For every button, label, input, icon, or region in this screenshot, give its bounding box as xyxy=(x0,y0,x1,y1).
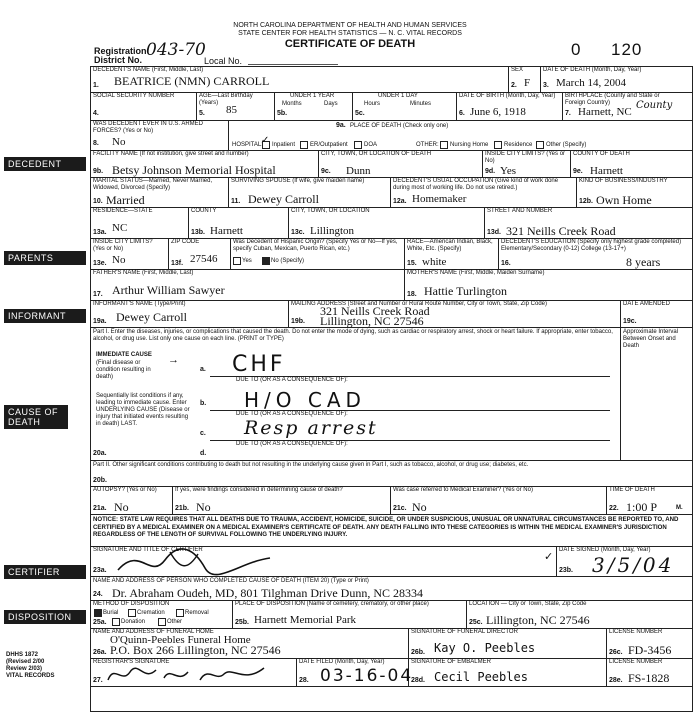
label-date-of-death: DATE OF DEATH (Month, Day, Year) xyxy=(543,67,642,73)
label-inside-city-limits: INSIDE CITY LIMITS? (Yes or No) xyxy=(93,239,153,252)
autopsy-value: No xyxy=(114,500,129,514)
removal-checkbox[interactable] xyxy=(176,609,184,617)
date-filed: 03-16-04 xyxy=(320,666,414,686)
time-of-death: 1:00 P xyxy=(626,500,658,514)
label-date-filed: DATE FILED (Month, Day, Year) xyxy=(299,659,385,665)
local-label: Local No. xyxy=(204,56,243,66)
section-certifier: CERTIFIER xyxy=(4,565,86,579)
label-birthplace: BIRTHPLACE (County and State or Foreign Country) xyxy=(565,93,660,106)
label-county-of-death: COUNTY OF DEATH xyxy=(573,151,630,157)
label-business: KIND OF BUSINESS/INDUSTRY xyxy=(579,178,668,184)
label-license-2: LICENSE NUMBER xyxy=(609,659,663,665)
date-signed: 3/5/04 xyxy=(592,553,675,577)
label-marital-status: MARITAL STATUS—Married, Never Married, Widowed, Divorced (Specify) xyxy=(93,178,213,191)
label-findings: If yes, were findings considered in determining cause of death? xyxy=(175,487,343,493)
label-facility: FACILITY NAME (If not institution, give street and number) xyxy=(93,151,249,157)
hispanic-no-checkbox[interactable] xyxy=(262,257,270,265)
education: 8 years xyxy=(626,255,661,269)
inside-city-value: Yes xyxy=(500,165,517,177)
label-county: COUNTY xyxy=(191,208,217,214)
label-ssn: SOCIAL SECURITY NUMBER xyxy=(93,93,175,99)
donation-checkbox[interactable] xyxy=(112,618,120,626)
label-street: STREET AND NUMBER xyxy=(487,208,553,214)
residence-checkbox[interactable] xyxy=(494,141,502,149)
section-parents: PARENTS xyxy=(4,251,86,265)
birthplace-note: County xyxy=(636,100,673,111)
label-zip: ZIP CODE xyxy=(171,239,200,245)
facility-name: Betsy Johnson Memorial Hospital xyxy=(112,163,276,177)
district-label: District No. xyxy=(94,55,143,65)
label-director-signature: SIGNATURE OF FUNERAL DIRECTOR xyxy=(411,629,518,635)
cause-a: CHF xyxy=(232,352,286,377)
label-sequential: Sequentially list conditions if any, leading to immediate cause. Enter UNDERLYING CAUSE (Disease or injury that initiated events resulting in death) LAST. xyxy=(96,393,190,427)
embalmer-signature: Cecil Peebles xyxy=(434,670,528,684)
burial-checkbox[interactable] xyxy=(94,609,102,617)
other-checkbox[interactable] xyxy=(536,141,544,149)
part2-instructions: Part II. Other significant conditions contributing to death but not resulting in the underlying cause given in Part I, such as tobacco, alcohol, or drug use; diabetes, etc. xyxy=(93,462,529,468)
label-place-of-death: PLACE OF DEATH (Check only one) xyxy=(350,123,449,129)
mother-name: Hattie Turlington xyxy=(424,284,508,298)
cause-b: H/O CAD xyxy=(244,388,366,412)
registration-value: 043-70 xyxy=(146,40,206,60)
label-age: AGE—Last Birthday (Years) xyxy=(199,93,253,106)
label-time-of-death: TIME OF DEATH xyxy=(609,487,655,493)
certifier-signature xyxy=(110,540,280,580)
label-sex: SEX xyxy=(511,67,524,73)
registration-label: Registration xyxy=(94,46,147,56)
surviving-spouse: Dewey Carroll xyxy=(248,192,319,206)
label-funeral-home: NAME AND ADDRESS OF FUNERAL HOME xyxy=(93,629,214,635)
label-date-amended: DATE AMENDED xyxy=(623,301,670,307)
label-spouse: SURVIVING SPOUSE (If wife, give maiden name) xyxy=(231,178,365,184)
label-mailing: MAILING ADDRESS (Street and Number or Rural Route Number, City or Town, State, Zip Code) xyxy=(291,301,547,307)
label-location: LOCATION — City or Town, State, Zip Code xyxy=(469,601,587,607)
dept-name: NORTH CAROLINA DEPARTMENT OF HEALTH AND HUMAN SERVICES xyxy=(233,22,467,29)
disposition-place: Harnett Memorial Park xyxy=(254,614,357,626)
center-name: STATE CENTER FOR HEALTH STATISTICS — N. C. VITAL RECORDS xyxy=(238,30,462,37)
race-value: white xyxy=(422,256,447,268)
certificate-number: 120 xyxy=(611,40,643,59)
sex-value: F xyxy=(524,77,531,89)
label-certifier-address: NAME AND ADDRESS OF PERSON WHO COMPLETED CAUSE OF DEATH (ITEM 20) (Type or Print) xyxy=(93,578,369,584)
other-disposition-checkbox[interactable] xyxy=(158,618,166,626)
age-value: 85 xyxy=(226,104,237,116)
section-cause-of-death: CAUSE OF DEATH xyxy=(4,405,68,429)
label-occupation: DECEDENT'S USUAL OCCUPATION (Give kind of work done during most of working life. Do not use retired.) xyxy=(393,178,559,191)
inside-city-limits: No xyxy=(112,254,126,266)
part1-instructions: Part I. Enter the diseases, injuries, or complications that caused the death. Do not enter the mode of dying, such as cardiac or respiratory arrest, shock or heart failure. If appropriate, enter tobacco, alcohol, or drug use. List only one cause on each line. (PRINT or TYPE) xyxy=(93,329,613,342)
form-code: DHHS 1872 (Revised 2/00 Review 2/03) VITAL RECORDS xyxy=(6,652,55,679)
label-method: METHOD OF DISPOSITION xyxy=(93,601,170,607)
funeral-home-name: O'Quinn-Peebles Funeral Home xyxy=(110,634,251,646)
residence-state: NC xyxy=(112,222,128,234)
father-name: Arthur William Sawyer xyxy=(112,283,225,297)
label-mother: MOTHER'S NAME (First, Middle, Maiden Surname) xyxy=(407,270,545,276)
armed-forces-value: No xyxy=(112,136,126,148)
section-decedent: DECEDENT xyxy=(4,157,86,171)
decedent-name: BEATRICE (NMN) CARROLL xyxy=(114,74,270,88)
label-education: DECEDENT'S EDUCATION (Specify only highest grade completed) Elementary/Secondary (0-12) College (13-17+) xyxy=(501,239,682,252)
findings-value: No xyxy=(196,500,211,514)
marital-status: Married xyxy=(106,193,145,207)
label-hispanic: Was Decedent of Hispanic Origin? (Specify Yes or No—If yes, specify Cuban, Mexican, Puerto Rican, etc.) xyxy=(233,239,398,252)
birthplace: Harnett, NC xyxy=(578,106,632,118)
section-informant: INFORMANT xyxy=(4,309,86,323)
label-date-signed: DATE SIGNED (Month, Day, Year) xyxy=(559,547,651,553)
label-signature-title: SIGNATURE AND TITLE OF CERTIFIER xyxy=(93,547,203,553)
director-signature: Kay O. Peebles xyxy=(434,641,536,655)
inpatient-check-mark: ✓ xyxy=(261,135,270,146)
label-disposition-place: PLACE OF DISPOSITION (Name of cemetery, crematory, or other place) xyxy=(235,601,429,607)
informant-address-line2: Lillington, NC 27546 xyxy=(320,314,424,328)
label-autopsy: AUTOPSY? (Yes or No) xyxy=(93,487,157,493)
business: Own Home xyxy=(596,193,652,207)
label-informant: INFORMANT'S NAME (Type/Print) xyxy=(93,301,186,307)
city-of-death: Dunn xyxy=(346,165,371,177)
label-dob: DATE OF BIRTH (Month, Day, Year) xyxy=(459,93,556,99)
label-embalmer-signature: SIGNATURE OF EMBALMER xyxy=(411,659,491,665)
director-license: FD-3456 xyxy=(628,643,672,657)
medical-examiner-value: No xyxy=(412,500,427,514)
nursing-home-checkbox[interactable] xyxy=(440,141,448,149)
label-license: LICENSE NUMBER xyxy=(609,629,663,635)
occupation: Homemaker xyxy=(412,193,467,205)
disposition-location: Lillington, NC 27546 xyxy=(486,613,590,627)
hispanic-yes-checkbox[interactable] xyxy=(233,257,241,265)
label-father: FATHER'S NAME (First, Middle, Last) xyxy=(93,270,194,276)
cert-prefix: 0 xyxy=(571,40,581,59)
label-interval: Approximate Interval Between Onset and Death xyxy=(623,329,679,349)
label-inside-city: INSIDE CITY LIMITS? (Yes or No) xyxy=(485,151,566,164)
certifier-address: Dr. Abraham Oudeh, MD, 801 Tilghman Drive Dunn, NC 28334 xyxy=(112,586,423,600)
doa-checkbox[interactable] xyxy=(354,141,362,149)
residence-city: Lillington xyxy=(310,225,354,237)
registrar-signature xyxy=(104,662,274,688)
label-registrar: REGISTRAR'S SIGNATURE xyxy=(93,659,170,665)
cause-c: Resp arrest xyxy=(244,417,378,439)
label-armed-forces: WAS DECEDENT EVER IN U.S. ARMED FORCES? (Yes or No) xyxy=(93,121,204,134)
date-of-birth: June 6, 1918 xyxy=(470,106,526,118)
label-residence-state: RESIDENCE—STATE xyxy=(93,208,153,214)
residence-street: 321 Neills Creek Road xyxy=(506,224,616,238)
form-title: CERTIFICATE OF DEATH xyxy=(284,38,416,50)
zip-code: 27546 xyxy=(190,253,218,265)
label-medical-examiner: Was case referred to Medical Examiner? (Yes or No) xyxy=(393,487,533,493)
date-of-death: March 14, 2004 xyxy=(556,77,626,89)
residence-county: Harnett xyxy=(210,225,243,237)
label-immediate-cause: IMMEDIATE CAUSE xyxy=(96,352,152,358)
label-race: RACE—American Indian, Black, White, Etc. (Specify) xyxy=(407,239,493,252)
label-city-of-death: CITY, TOWN, OR LOCATION OF DEATH xyxy=(321,151,432,157)
notice-text: NOTICE: STATE LAW REQUIRES THAT ALL DEATHS DUE TO TRAUMA, ACCIDENT, HOMICIDE, SUICIDE, OR UNDER SUSPICIOUS, UNUSUAL OR UNNATURAL CIRCUMSTANCES BE REPORTED TO, AND CERTIFIED BY A MEDICAL EXAMINER ON A MEDICAL EXAMINER'S CERTIFICATE OF DEATH. ANY DEATH FALLING INTO THESE CATEGORIES IS WITHIN THE MEDICAL EXAMINER'S JURISDICTION REGARDLESS OF THE LENGTH OF SURVIVAL FOLLOWING THE UNDERLYING INJURY. xyxy=(93,516,679,538)
funeral-home-address: P.O. Box 266 Lillington, NC 27546 xyxy=(110,643,281,657)
cremation-checkbox[interactable] xyxy=(128,609,136,617)
section-disposition: DISPOSITION xyxy=(4,610,86,624)
label-city-town: CITY, TOWN, OR LOCATION xyxy=(291,208,370,214)
county-of-death: Harnett xyxy=(590,165,623,177)
label-decedent-name: DECEDENT'S NAME (First, Middle, Last) xyxy=(93,67,204,73)
embalmer-license: FS-1828 xyxy=(628,671,670,685)
informant-address-line1: 321 Neills Creek Road xyxy=(320,304,430,318)
er-checkbox[interactable] xyxy=(300,141,308,149)
informant-name: Dewey Carroll xyxy=(116,310,187,324)
